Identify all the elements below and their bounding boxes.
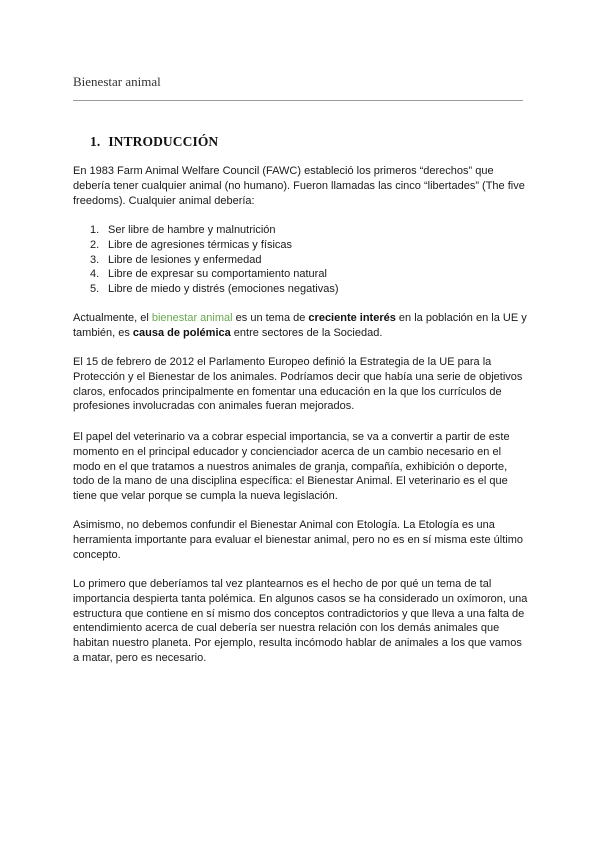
paragraph-controversy: Lo primero que deberíamos tal vez plantearnos es el hecho de por qué un tema de tal importancia despierta tanta polémica. En algunos casos se ha considerado un oxímoron, una estructura que contiene en sí mismo dos conceptos contradictorios y que lleva a una falta de entendimiento acerca de cual debería ser nuestra relación con los demás animales que habitan nuestro planeta. Por ejemplo, resulta incómodo hablar de animales a los que vamos a matar, pero es necesario. xyxy=(73,578,528,664)
paragraph-eu-strategy: El 15 de febrero de 2012 el Parlamento Europeo definió la Estrategia de la UE para la Protección y el Bienestar de los animales. Podríamos decir que había una serie de objetivos claros, enfocados principalmente en fomentar una educación en la que los currículos de profesiones involucradas con animales fueran mejorados. xyxy=(73,356,523,413)
section-number: 1. xyxy=(90,134,101,149)
list-item: 3. Libre de lesiones y enfermedad xyxy=(90,253,262,266)
header-divider xyxy=(73,100,523,101)
freedoms-list xyxy=(90,223,530,297)
paragraph-current-interest: Actualmente, el bienestar animal es un tema de creciente interés en la población en la UE y también, es causa de polémica entre sectores de la Sociedad. xyxy=(73,312,527,339)
section-title: INTRODUCCIÓN xyxy=(108,134,219,149)
list-item: 4. Libre de expresar su comportamiento natural xyxy=(90,268,327,281)
list-item: 5. Libre de miedo y distrés (emociones negativas) xyxy=(90,283,339,296)
page-header: Bienestar animal xyxy=(73,74,161,89)
bienestar-animal-link[interactable]: bienestar animal xyxy=(151,312,233,324)
paragraph-veterinarian: El papel del veterinario va a cobrar especial importancia, se va a convertir a partir de este momento en el principal educador y concienciador acerca de un cambio necesario en el modo en el que tratamos a nuestros animales de granja, compañía, exhibición o deporte, todo de la mano de una disciplina específica: el Bienestar Animal. El veterinario es el que tiene que velar porque se cumpla la nueva legislación. xyxy=(73,431,510,503)
list-item: 1. Ser libre de hambre y malnutrición xyxy=(90,224,276,236)
list-item: 2. Libre de agresiones térmicas y físicas xyxy=(90,238,293,251)
intro-paragraph: En 1983 Farm Animal Welfare Council (FAWC) estableció los primeros “derechos” que debería tener cualquier animal (no humano). Fueron llamadas las cinco “libertades” (The five freedoms). Cualquier animal debería: xyxy=(73,165,525,207)
paragraph-ethology: Asimismo, no debemos confundir el Bienestar Animal con Etología. La Etología es una herramienta importante para evaluar el bienestar animal, pero no es en sí misma este último concepto. xyxy=(73,519,524,561)
section-heading xyxy=(90,134,218,150)
